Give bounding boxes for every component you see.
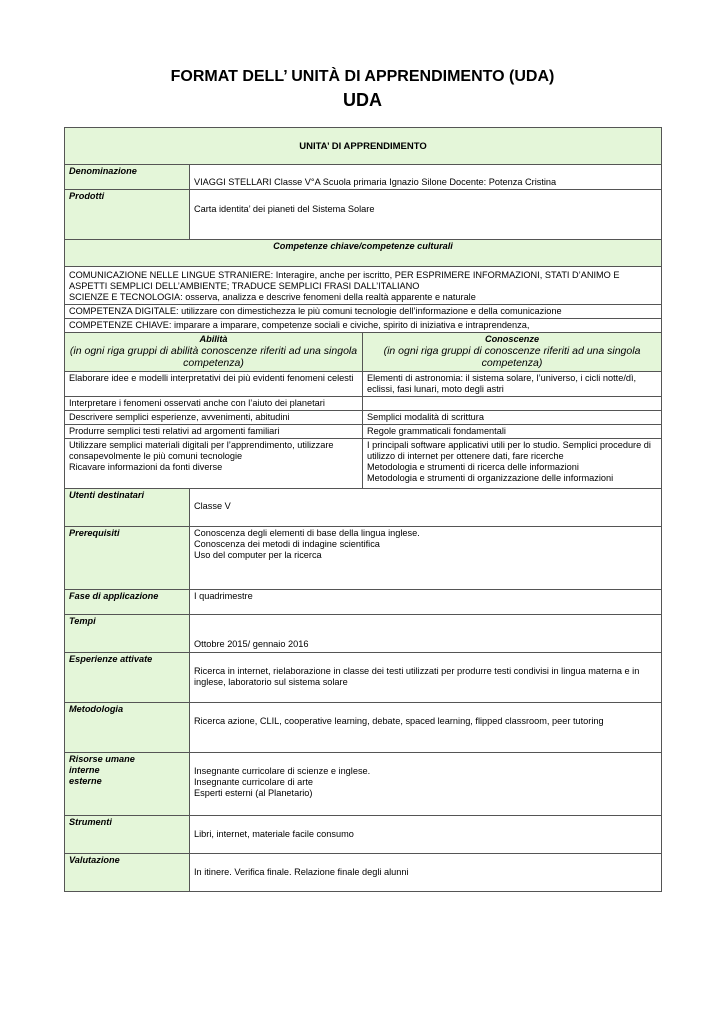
abilita-cell: Utilizzare semplici materiali digitali per l’apprendimento, utilizzare consapevolmente le più comuni tecnologie Ricavare informazioni da fonti diverse [65, 439, 363, 489]
utenti-value: Classe V [190, 489, 662, 527]
valutazione-value: In itinere. Verifica finale. Relazione finale degli alunni [190, 854, 662, 892]
abilita-header [65, 333, 363, 372]
competenza-row: COMPETENZA DIGITALE: utilizzare con dimestichezza le più comuni tecnologie dell’informazione e della comunicazione [65, 305, 662, 319]
prerequisiti-label: Prerequisiti [65, 527, 190, 590]
conoscenze-header [363, 333, 662, 372]
risorse-value: Insegnante curricolare di scienze e inglese. Insegnante curricolare di arte Esperti esterni (al Planetario) [190, 753, 662, 816]
conoscenze-cell [363, 397, 662, 411]
conoscenze-cell: I principali software applicativi utili per lo studio. Semplici procedure di utilizzo di internet per ottenere dati, fare ricerche Metodologia e strumenti di ricerca delle informazioni Metodologia e strumenti di organizzazione delle informazioni [363, 439, 662, 489]
conoscenze-cell: Semplici modalità di scrittura [363, 411, 662, 425]
tempi-value: Ottobre 2015/ gennaio 2016 [190, 615, 662, 653]
fase-value: I quadrimestre [190, 590, 662, 615]
abilita-cell: Descrivere semplici esperienze, avvenimenti, abitudini [65, 411, 363, 425]
strumenti-label: Strumenti [65, 816, 190, 854]
conoscenze-cell: Elementi di astronomia: il sistema solare, l’universo, i cicli notte/dì, eclissi, fasi lunari, moto degli astri [363, 372, 662, 397]
abilita-subtitle: (in ogni riga gruppi di abilità conoscenze riferiti ad una singola competenza) [69, 345, 358, 369]
conoscenze-cell: Regole grammaticali fondamentali [363, 425, 662, 439]
esperienze-label: Esperienze attivate [65, 653, 190, 703]
table-heading: UNITA’ DI APPRENDIMENTO [65, 128, 662, 165]
conoscenze-title: Conoscenze [484, 334, 540, 344]
page-title: FORMAT DELL’ UNITÀ DI APPRENDIMENTO (UDA) [170, 68, 555, 85]
utenti-label: Utenti destinatari [65, 489, 190, 527]
risorse-label: Risorse umane interne esterne [65, 753, 190, 816]
page-subtitle: UDA [343, 90, 382, 110]
abilita-title: Abilità [199, 334, 228, 344]
prodotti-label: Prodotti [65, 190, 190, 240]
abilita-cell: Elaborare idee e modelli interpretativi dei più evidenti fenomeni celesti [65, 372, 363, 397]
metodologia-value: Ricerca azione, CLIL, cooperative learning, debate, spaced learning, flipped classroom, peer tutoring [190, 703, 662, 753]
uda-table [64, 127, 662, 892]
denominazione-label: Denominazione [65, 165, 190, 190]
competenza-row: COMPETENZE CHIAVE: imparare a imparare, competenze sociali e civiche, spirito di iniziativa e intraprendenza, [65, 319, 662, 333]
tempi-label: Tempi [65, 615, 190, 653]
prerequisiti-value: Conoscenza degli elementi di base della lingua inglese. Conoscenza dei metodi di indagine scientifica Uso del computer per la ricerca [190, 527, 662, 590]
denominazione-value: VIAGGI STELLARI Classe V°A Scuola primaria Ignazio Silone Docente: Potenza Cristina [190, 165, 662, 190]
abilita-cell: Produrre semplici testi relativi ad argomenti familiari [65, 425, 363, 439]
metodologia-label: Metodologia [65, 703, 190, 753]
prodotti-value: Carta identita’ dei pianeti del Sistema Solare [190, 190, 662, 240]
esperienze-value: Ricerca in internet, rielaborazione in classe dei testi utilizzati per produrre testi condivisi in lingua materna e in inglese, laboratorio sul sistema solare [190, 653, 662, 703]
competenza-row: COMUNICAZIONE NELLE LINGUE STRANIERE: Interagire, anche per iscritto, PER ESPRIMERE INFORMAZIONI, STATI D’ANIMO E ASPETTI SEMPLICI DELL’AMBIENTE; TRADUCE SEMPLICI FRASI DALL’ITALIANO SCIENZE E TECNOLOGIA: osserva, analizza e descrive fenomeni della realtà apparente e naturale [65, 267, 662, 305]
abilita-cell: Interpretare i fenomeni osservati anche con l’aiuto dei planetari [65, 397, 363, 411]
strumenti-value: Libri, internet, materiale facile consumo [190, 816, 662, 854]
conoscenze-subtitle: (in ogni riga gruppi di conoscenze riferiti ad una singola competenza) [383, 345, 641, 369]
valutazione-label: Valutazione [65, 854, 190, 892]
fase-label: Fase di applicazione [65, 590, 190, 615]
competenze-heading: Competenze chiave/competenze culturali [65, 240, 662, 267]
